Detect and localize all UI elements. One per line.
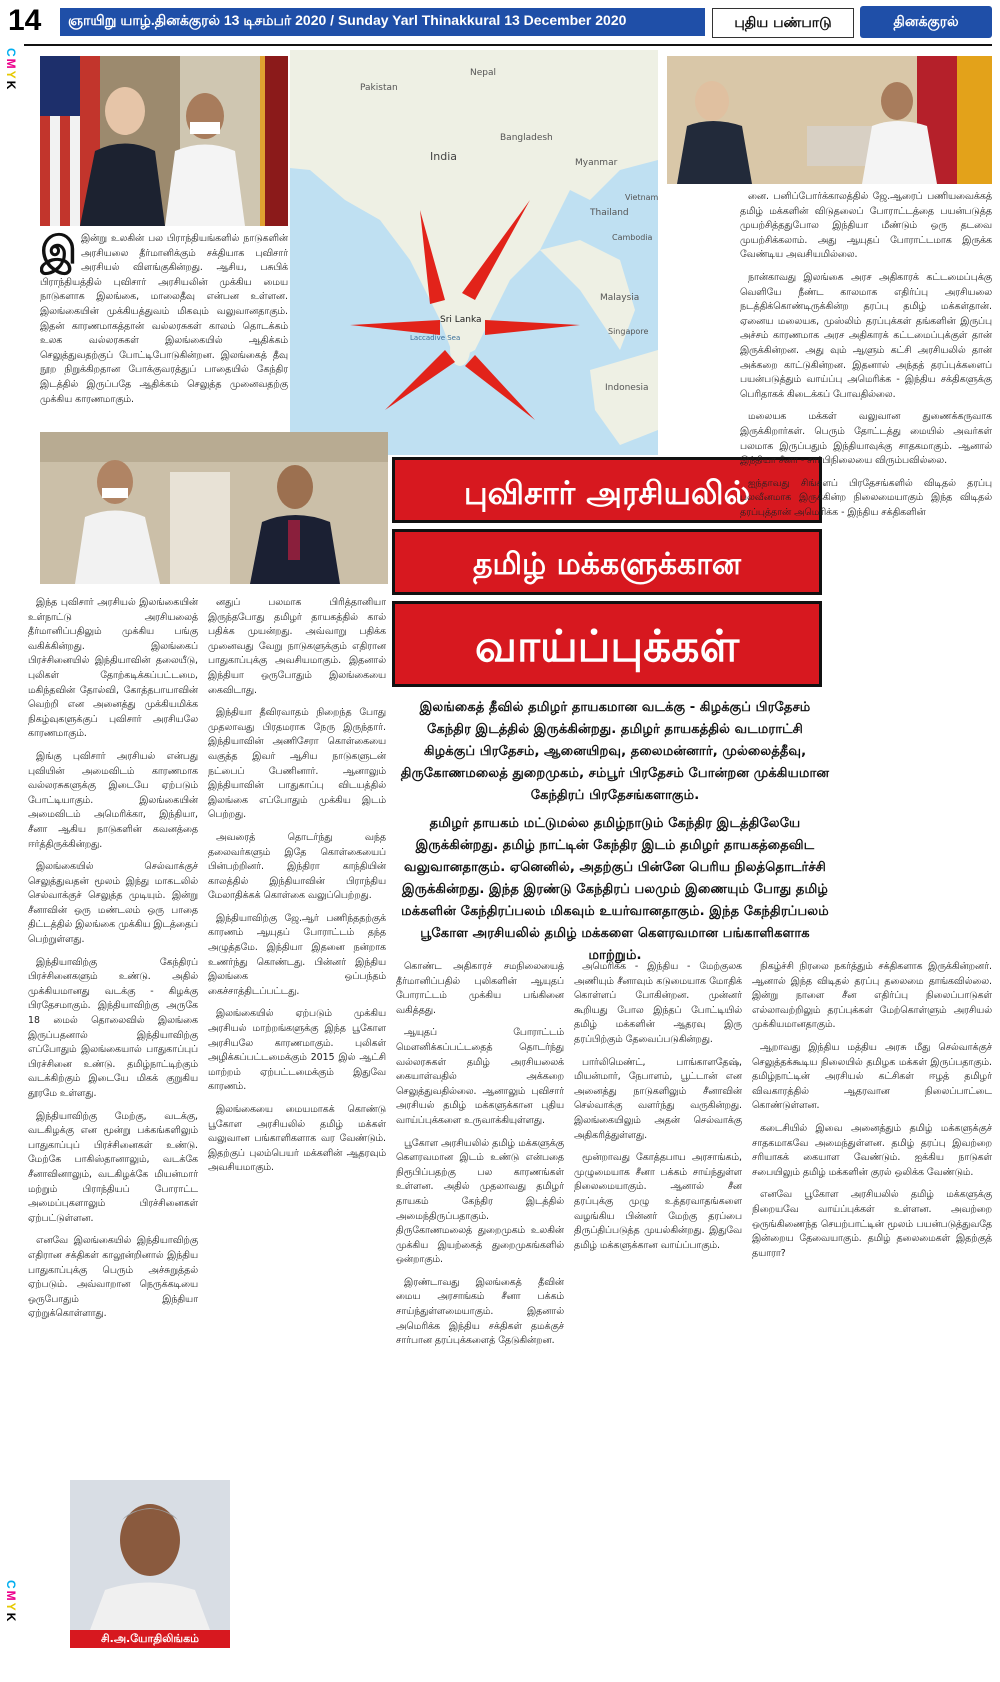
headline-line-1: புவிசார் அரசியலில் <box>392 457 822 523</box>
paragraph: னதுப் பலமாக பிரித்தானியா இருந்தபோது தமிழர் தாயகத்தில் கால் பதிக்க முயன்றது. அவ்வாறு பதிக்க முனைவது வேறு நாடுகளுக்கும் எதிரான பாதுகாப்புக்கு அவசியமாகும். இதனால் இந்தியா ஒருபோதும் இலங்கையை கைவிடாது. <box>208 597 386 696</box>
paragraph: இந்தியாவிற்கு ஜே.ஆர் பணிந்ததற்குக் காரணம் ஆயுதப் போராட்டம் தந்த அழுத்தமே. இந்தியா இதனை நன்றாக உணர்ந்து கொண்டது. பின்னர் இந்திய இலங்கை ஒப்பந்தம் கைச்சாத்திடப்பட்டது. <box>208 912 386 997</box>
article-intro <box>40 232 288 428</box>
lead-paragraph: தமிழர் தாயகம் மட்டுமல்ல தமிழ்நாடும் கேந்திர இடத்திலேயே இருக்கின்றது. தமிழ் நாட்டின் கேந்திர இடம் தமிழர் தாயகத்தைவிட வலுவானதாகும். ஏனெனில், அதற்குப் பின்னே பெரிய நிலத்தொடர்ச்சி இருக்கின்றது. இந்த இரண்டு கேந்திரப் பலமும் இணையும் போது தமிழ் மக்களின் கேந்திரப்பலம் மிகவும் உயர்வானதாகும். இந்த கேந்திரப்பலம் பூகோள அரசியலில் தமிழ் மக்களை கௌரவமான பங்காளிகளாக மாற்றும். <box>401 816 829 963</box>
paragraph: ஆயுதப் போராட்டம் மௌனிக்கப்பட்டதைத் தொடர்ந்து வல்லரசுகள் தமிழ் அரசியலைக் கையாள்வதில் அக்கறை செலுத்துவதில்லை. ஆனாலும் புவிசார் அரசியல் தமிழ் மக்களுக்கான புதிய வாய்ப்புக்களை உருவாக்கியுள்ளது. <box>396 1027 564 1126</box>
photo-meeting-seated <box>667 56 992 184</box>
lead-paragraph: இலங்கைத் தீவில் தமிழர் தாயகமான வடக்கு - கிழக்குப் பிரதேசம் கேந்திர இடத்தில் இருக்கின்றது. தமிழர் தாயகத்தில் வடமராட்சி கிழக்குப் பிரதேசம், ஆனையிறவு, தலைமன்னார், முல்லைத்தீவு, திருகோணமலைத் துறைமுகம், சம்பூர் பிரதேசம் போன்றன முக்கியமான கேந்திரப் பிரதேசங்களாகும். <box>400 700 830 803</box>
author-caption: சி.அ.யோதிலிங்கம் <box>70 1630 230 1648</box>
header-rule <box>24 44 992 46</box>
map-label-thailand: Thailand <box>590 208 629 218</box>
paragraph: இங்கு புவிசார் அரசியல் என்பது புவியின் அமைவிடம் காரணமாக வல்லரசுகளுக்கு இடையே ஏற்படும் போட்டியாகும். இலங்கையின் அமைவிடம் அமெரிக்கா, இந்தியா, சீனா ஆகிய நாடுகளின் கவனத்தை ஈர்த்திருக்கின்றது. <box>28 750 198 850</box>
map-label-singapore: Singapore <box>608 327 649 336</box>
author-box <box>70 1480 230 1650</box>
paragraph: நிகழ்ச்சி நிரலை நகர்த்தும் சக்திகளாக இருக்கின்றனர். ஆனால் இந்த விடிதல் தரப்பு தலைமை தாங்கவில்லை. இன்று நாளை சீன எதிர்ப்பு நிலைப்பாடுகள் எல்லாவற்றிலும் தரப்புக்கள் மேற்கொள்ளும் அரசியல் முக்கியமானதாகும். <box>752 961 992 1031</box>
article-column-right-top <box>740 190 992 660</box>
paragraph: இலங்கையில் ஏற்படும் முக்கிய அரசியல் மாற்றங்களுக்கு இந்த பூகோள அரசியலே காரணமாகும். புலிகள் அழிக்கப்பட்டமைக்கும் 2015 இல் ஆட்சி மாற்றம் ஏற்பட்டமைக்கும் இதுவே காரணம். <box>208 1008 386 1093</box>
map-label-nepal: Nepal <box>470 68 496 78</box>
article-column-4 <box>574 960 742 1675</box>
paragraph: இந்த புவிசார் அரசியல் இலங்கையின் உள்நாட்டு அரசியலைத் தீர்மானிப்பதிலும் முக்கிய பங்கு வகிக்கின்றது. இலங்கைப் பிரச்சினையில் இந்தியாவின் தலையீடு, புலிகள் தோற்கடிக்கப்பட்டமை, மகிந்தவின் தோல்வி, கோத்தபாயாவின் வெற்றி என அனைத்து முக்கியமிக்க நிகழ்வுகளுக்குப் புவிசார் அரசியலே காரணமாகும். <box>28 597 198 740</box>
article-column-3 <box>396 960 564 1675</box>
paragraph: எனவே இலங்கையில் இந்தியாவிற்கு எதிரான சக்திகள் காலூன்றினால் இந்திய பாதுகாப்புக்கு பெரும் அச்சுறுத்தல் ஏற்படும். அவ்வாறான நெருக்கடியை ஒருபோதும் இந்தியா ஏற்றுக்கொள்ளாது. <box>28 1235 198 1320</box>
map-label-india: India <box>430 150 457 163</box>
paragraph: இந்தியாவிற்கு மேற்கு, வடக்கு, வடகிழக்கு என மூன்று பக்கங்களிலும் பாதுகாப்புப் பிரச்சினைகள் உண்டு. மேற்கே பாகிஸ்தானாலும், வடக்கே சீனாவினாலும், வடகிழக்கே மியன்மார் மற்றும் பிராந்தியப் போராட்ட அமைப்புகளாலும் பிரச்சினைகள் ஏற்பட்டுள்ளன. <box>28 1110 198 1224</box>
paragraph: ஆறாவது இந்திய மத்திய அரசு மீது செல்வாக்குச் செலுத்தக்கூடிய நிலையில் தமிழக மக்கள் இருப்பதாகும். தமிழ்நாட்டின் அரசியல் கட்சிகள் ஈழத் தமிழர் விவகாரத்தில் ஆதரவான நிலைப்பாட்டை கொண்டுள்ளன. <box>752 1041 992 1112</box>
paragraph: நான்காவது இலங்கை அரச அதிகாரக் கட்டமைப்புக்கு வெளியே நீண்ட காலமாக எதிர்ப்பு அரசியலை நடத்திக்கொண்டிருக்கின்ற தரப்பு தமிழ் மக்கள்தான். ஏனைய மலையக, முஸ்லிம் தரப்புக்கள் தங்களின் இருப்பு அச்சம் காரணமாக அரச அதிகாரக் கட்டமைப்புக்குள் தான் இருக்கின்றன. அது வும் ஆளும் கட்சி அரசியலில் தான் அக்கறை காட்டுகின்றன. இதனால் அந்தத் தரப்புக்களைப் பயன்படுத்தும் வாய்ப்பு அமெரிக்க - இந்திய சக்திகளுக்கு பெரிதாகக் கிடைக்கப் போவதில்லை. <box>740 271 992 400</box>
newspaper-logo: தினக்குரல் <box>860 6 992 38</box>
paragraph: னை. பனிப்போர்க்காலத்தில் ஜே.ஆரைப் பணியவைக்கத் தமிழ் மக்களின் விடுதலைப் போராட்டத்தை பயன்படுத்த முயற்சித்ததுபோல இந்தியா மீண்டும் ஒரு தடவை முயற்சிக்கலாம். அது ஆயுதப் போராட்டமாக இருக்க வேண்டிய அவசியமில்லை. <box>740 191 992 261</box>
paragraph: அவரைத் தொடர்ந்து வந்த தலைவர்களும் இதே கொள்கையைப் பின்பற்றினர். இந்திரா காந்தியின் காலத்தில் இந்தியாவின் பிராந்திய மேலாதிக்கக் கொள்கை வலுப்பெற்றது. <box>208 831 386 902</box>
article-column-5 <box>752 960 992 1675</box>
paragraph: கொண்ட அதிகாரச் சமநிலையைத் தீர்மானிப்பதில் புலிகளின் ஆயுதப் போராட்டம் முக்கிய பங்கினை வகித்தது. <box>396 961 564 1016</box>
article-column-1 <box>28 596 198 1476</box>
article-column-2 <box>208 596 386 1676</box>
map-label-bangladesh: Bangladesh <box>500 133 553 143</box>
paragraph: மூன்றாவது கோத்தபாய அரசாங்கம், முழுமையாக சீனா பக்கம் சாய்ந்துள்ள நிலைமையாகும். ஆனால் சீன தரப்புக்கு முழு உத்தரவாதங்களை வழங்கிய பின்னர் மேற்கு தரப்பை திருப்திப்படுத்த முயல்கின்றது. இதுவே தமிழ் மக்களுக்கான வாய்ப்பாகும். <box>574 1152 742 1251</box>
paragraph: கடைசியில் இவை அனைத்தும் தமிழ் மக்களுக்குச் சாதகமாகவே அமைந்துள்ளன. தமிழ் தரப்பு இவற்றை சரியாகக் கையாள வேண்டும். ஐக்கிய நாடுகள் சபையிலும் தமிழ் மக்களின் குரல் ஒலிக்க வேண்டும். <box>752 1122 992 1178</box>
photo-meeting-flags <box>40 56 288 226</box>
paragraph: இலங்கையில் செல்வாக்குச் செலுத்துவதன் மூலம் இந்து மாகடலில் செல்வாக்குச் செலுத்த முடியும். இன்று சீனாவின் ஒரு மண்டலம் ஒரு பாதை திட்டத்தில் இலங்கை முக்கிய இடத்தைப் பெற்றுள்ளது. <box>28 861 198 946</box>
page-number: 14 <box>8 4 42 37</box>
paragraph: இந்தியாவிற்கு கேந்திரப் பிரச்சினைகளும் உண்டு. அதில் முக்கியமானது வடக்கு - கிழக்கு பிரதேசமாகும். இந்தியாவிற்கு அருகே 18 மைல் தொலைவில் இலங்கை இருப்பதனால் இந்தியாவிற்கு எப்போதும் இலங்கையால் பாதுகாப்புப் பிரச்சினை உண்டு. தமிழ்நாட்டிற்கும் வடக்கிற்கும் இடையே மிகக் குறுகிய தூரமே உள்ளது. <box>28 956 198 1099</box>
paragraph: இந்தியா தீவிரவாதம் நிறைந்த போது முதலாவது பிரதமராக நேரு இருந்தார். இந்தியாவின் அணிசேரா கொள்கையை வகுத்த இவர் ஆசிய நாடுகளுடன் நட்பைப் பேணினார். ஆனாலும் இந்தியாவின் பாதுகாப்பு விடயத்தில் இலங்கை எப்போதும் முக்கிய இடம் பெற்றது. <box>208 707 386 821</box>
date-line: ஞாயிறு யாழ்.தினக்குரல் 13 டிசம்பர் 2020 / Sunday Yarl Thinakkural 13 December 2020 <box>68 12 627 28</box>
map-label-malaysia: Malaysia <box>600 293 640 303</box>
paragraph: எனவே பூகோள அரசியலில் தமிழ் மக்களுக்கு நிறையவே வாய்ப்புக்கள் உள்ளன. அவற்றை ஒருங்கிணைந்த செயற்பாட்டின் மூலம் பயன்படுத்துவதே இன்றைய தேவையாகும். தமிழ் தலைமைகள் இதற்குத் தயாரா? <box>752 1189 992 1259</box>
author-photo <box>70 1480 230 1630</box>
paragraph: இரண்டாவது இலங்கைத் தீவின் மைய அரசாங்கம் சீனா பக்கம் சாய்ந்துள்ளமையாகும். இதனால் அமெரிக்க இந்திய சக்திகள் தமக்குச் சார்பான தரப்புக்களைத் தேடுகின்றன. <box>396 1276 564 1347</box>
dropcap: இ <box>40 232 77 272</box>
map-label-sri-lanka: Sri Lanka <box>440 315 482 325</box>
paragraph: மலையக மக்கள் வலுவான துணைக்கருவாக இருக்கிறார்கள். பெரும் தோட்டத்து மையில் அவர்கள் பலமாக இருப்பதும் இந்தியாவுக்கு சாதகமாகும். ஆனால் இந்தியா சீனா - சார்பிநிலையை விரும்பவில்லை. <box>740 411 992 467</box>
headline-line-3: வாய்ப்புக்கள் <box>392 601 822 687</box>
paragraph: அமெரிக்க - இந்திய - மேற்குலக அணியும் சீனாவும் கடுமையாக மோதிக் கொள்ளப் போகின்றன. முன்னர் கூறியது போல இந்தப் போட்டியில் தமிழ் மக்களின் ஆதரவு இரு தரப்பிற்கும் தேவைப்படுகின்றது. <box>574 961 742 1045</box>
cmyk-marks-top: CMYK <box>4 48 18 92</box>
map-label-indonesia: Indonesia <box>605 383 649 393</box>
page-header <box>0 0 1000 44</box>
map-label-myanmar: Myanmar <box>575 158 618 168</box>
paragraph: இன்று உலகின் பல பிராந்தியங்களில் நாடுகளின் அரசியலை தீர்மானிக்கும் சக்தியாக புவிசார் அரசியல் விளங்குகின்றது. ஆசிய, பசுபிக் பிராந்தியத்தில் புவிசார் அரசியலின் முக்கிய மைய நாடுகளாக இலங்கை, மாலைதீவு என்பன உள்ளன. இலங்கையின் முக்கியத்துவம் மிகவும் வலுவானதாகும். இதன் காரணமாகத்தான் வல்லரசுகள் காலம் தொடக்கம் உலக வல்லரசுகள் இலங்கையில் ஆதிக்கம் செலுத்துவதற்குப் போட்டிபோடுகின்றன. இலங்கைத் தீவு நூற நிறுக்கிறதான போக்குவரத்துப் பாதையில் கேந்திர இடத்தில் இருப்பதே ஆதிக்கம் செலுத்த முனைவதற்கு முக்கிய காரணமாகும். <box>40 233 288 405</box>
section-name: புதிய பண்பாடு <box>712 8 854 38</box>
map-label-laccadive-sea: Laccadive Sea <box>410 334 461 342</box>
lead-paragraphs <box>400 697 830 973</box>
map-label-vietnam: Vietnam <box>625 193 658 202</box>
map-label-cambodia: Cambodia <box>612 233 653 242</box>
map-south-asia <box>290 50 658 455</box>
headline-line-2: தமிழ் மக்களுக்கான <box>392 529 822 595</box>
paragraph: ஐந்தாவது சிங்களப் பிரதேசங்களில் விடிதல் தரப்பு பலவீனமாக இருக்கின்ற நிலைமையாகும் இந்த விடிதல் தரப்புத்தான் அமெரிக்க - இந்திய சக்திகளின் <box>740 477 992 518</box>
cmyk-marks-bottom: CMYK <box>4 1580 18 1624</box>
paragraph: பார்லிமெண்ட், பாங்காளதேஷ், மியன்மார், நேபாளம், பூட்டான் என அனைத்து நாடுகளிலும் சீனாவின் செல்வாக்கு வளர்ந்து வருகின்றது. இலங்கையிலும் அதன் செல்வாக்கு அதிகரித்துள்ளது. <box>574 1056 742 1141</box>
paragraph: பூகோள அரசியலில் தமிழ் மக்களுக்கு கௌரவமான இடம் உண்டு என்பதை நிரூபிப்பதற்கு பல காரணங்கள் உள்ளன. அதில் முதலாவது தமிழர் தாயகம் கேந்திர இடத்தில் அமைந்திருப்பதாகும். திருகோணமலைத் துறைமுகம் உலகின் முக்கிய இயற்கைத் துறைமுகங்களில் ஒன்றாகும். <box>396 1137 564 1266</box>
map-label-pakistan: Pakistan <box>360 83 398 93</box>
photo-two-officials <box>40 432 388 584</box>
paragraph: இலங்கையை மையமாகக் கொண்டு பூகோள அரசியலில் தமிழ் மக்கள் வலுவான பங்காளிகளாக வர வேண்டும். இதற்குப் புலம்பெயர் மக்களின் ஆதரவும் அவசியமாகும். <box>208 1104 386 1174</box>
